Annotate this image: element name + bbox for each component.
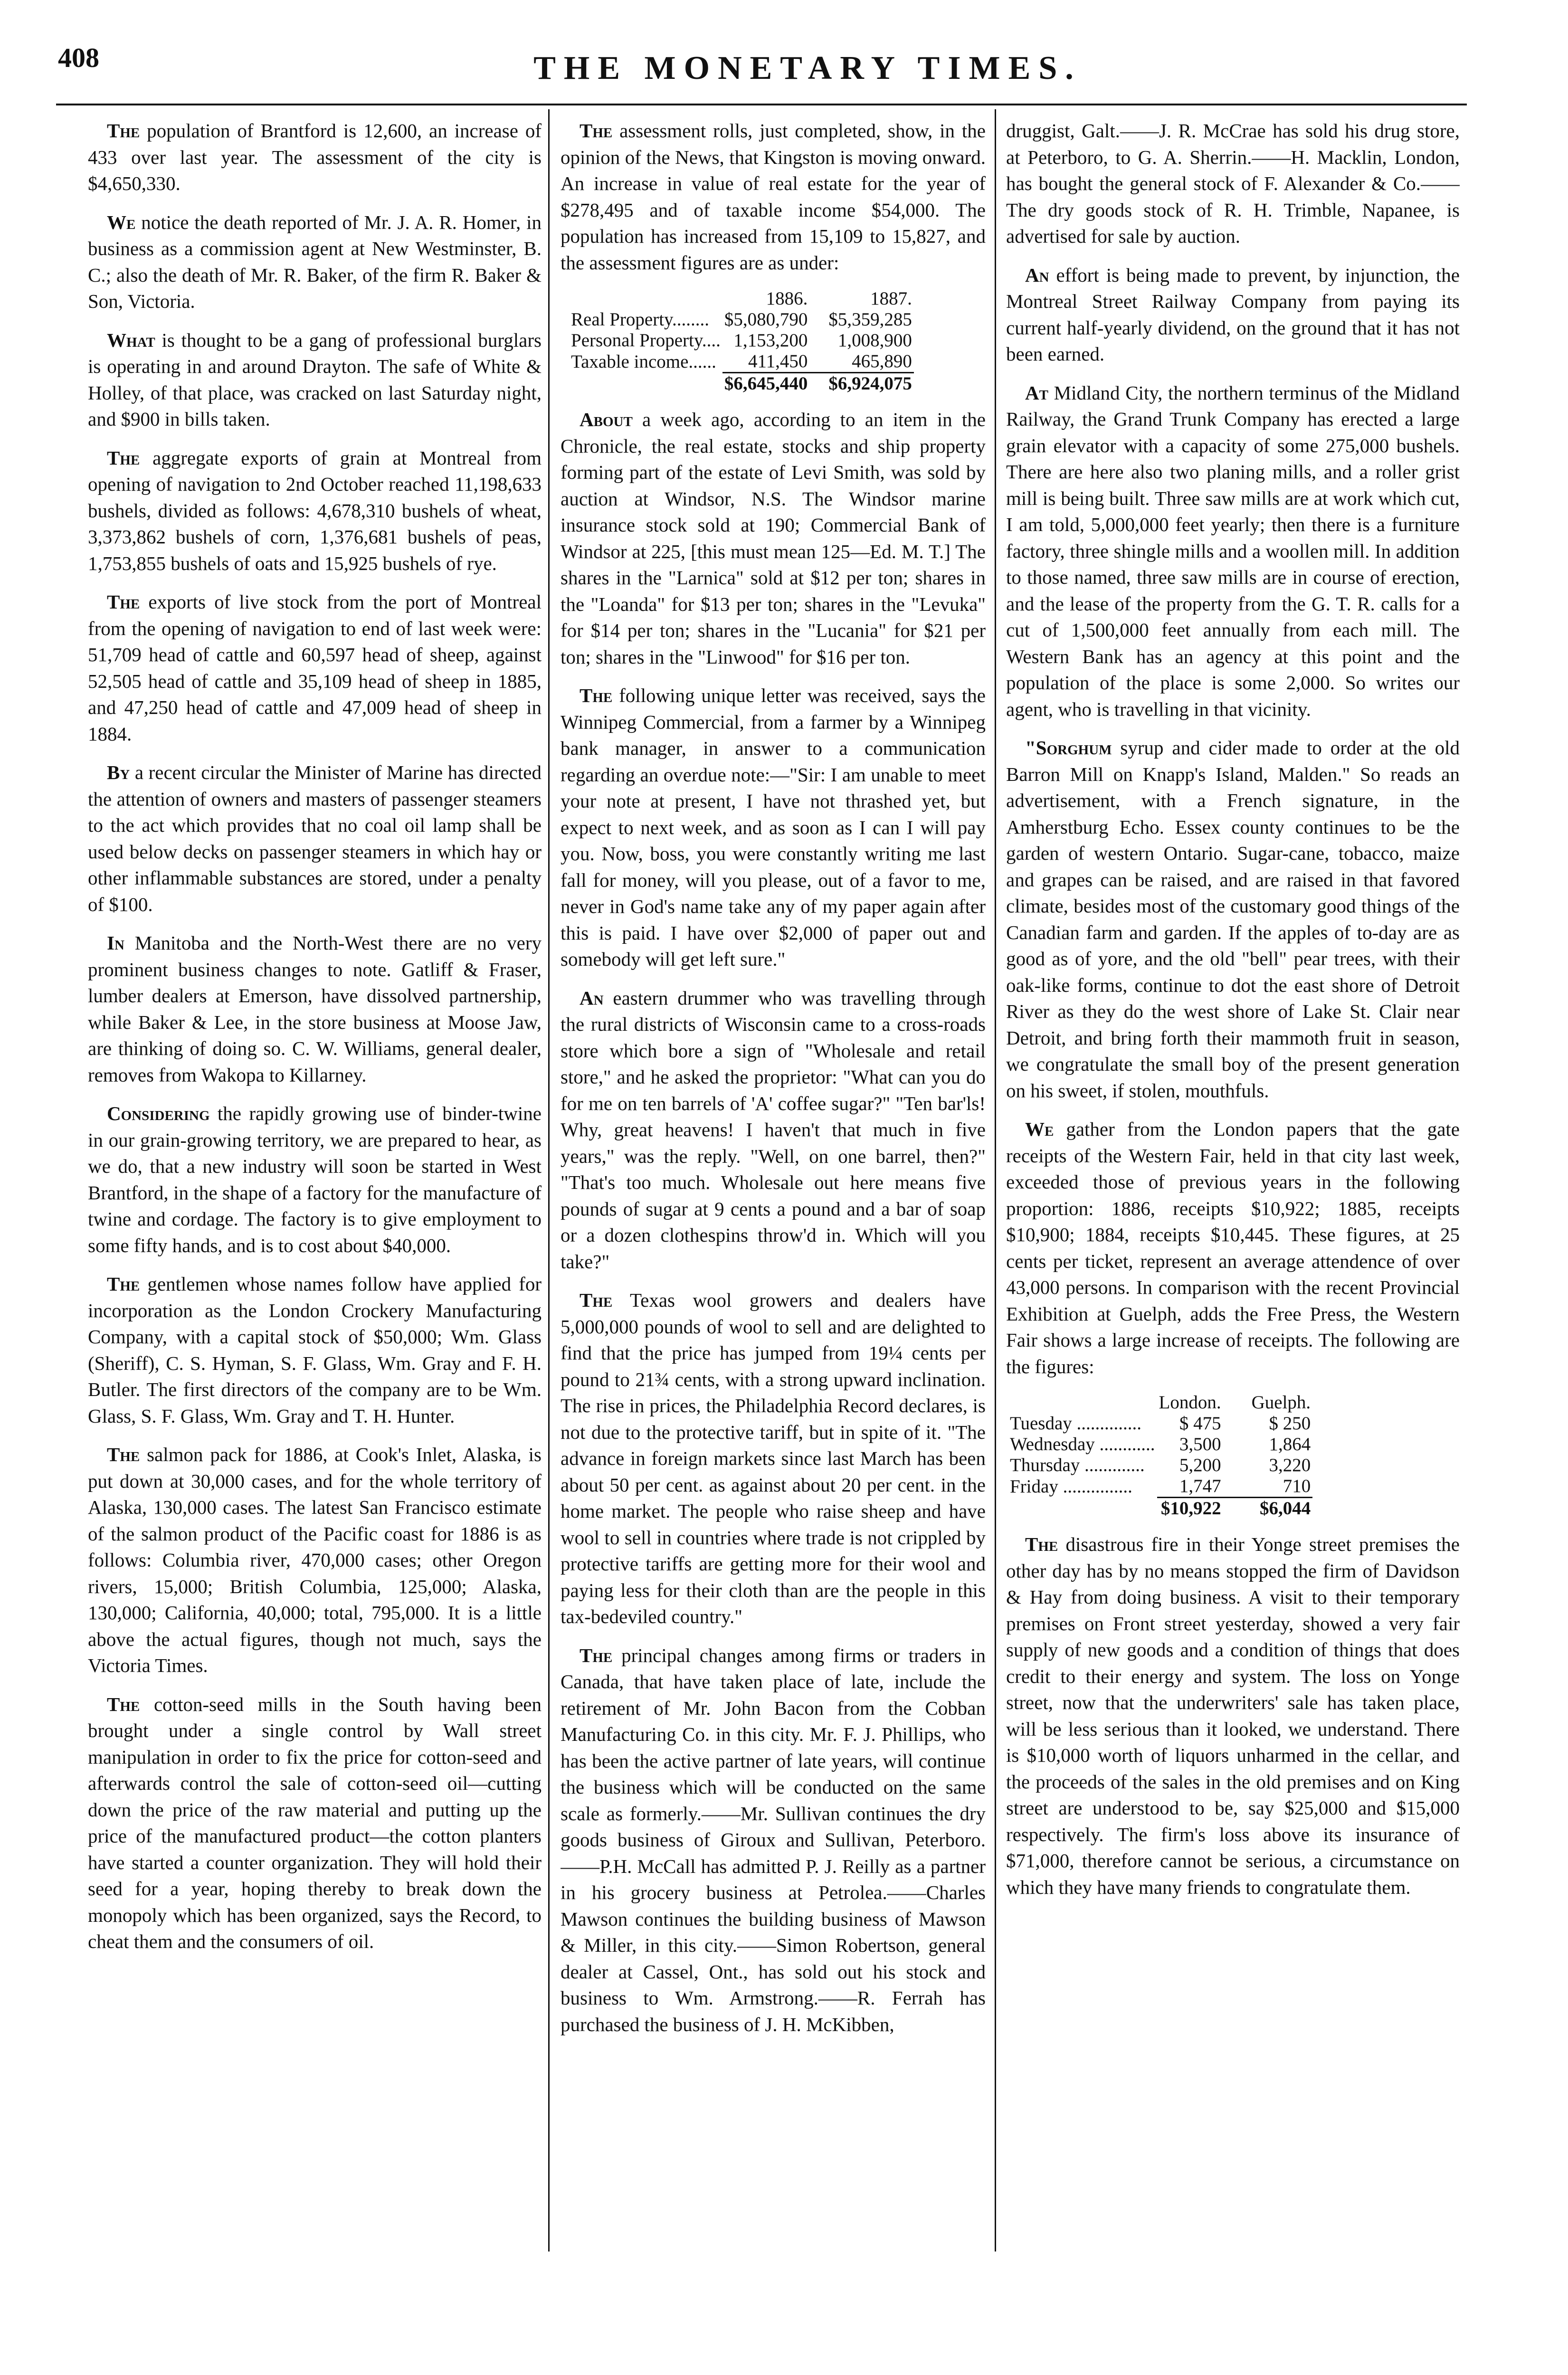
article: The exports of live stock from the port of Montreal from the opening of navigation to end of last week were: 51,709 head of cattle and 60,597 head of sheep, against 52,505 head of cattle and 35,109 head of sheep in 1885, and 47,250 head of cattle and 47,009 head of sheep in 1884. bbox=[88, 591, 542, 745]
article: The principal changes among firms or traders in Canada, that have taken place of late, include the retirement of Mr. John Bacon from the Cobban Manufacturing Co. in this city. Mr. F. J. Phillips, who has been the active partner of late years, will continue the business which will be conducted on the same scale as formerly.——Mr. Sullivan continues the dry goods business of Giroux and Sullivan, Peterboro.——P.H. McCall has admitted P. J. Reilly as a partner in his grocery business at Petrolea.——Charles Mawson continues the building business of Mawson & Miller, in this city.——Simon Robertson, general dealer at Cassel, Ont., has sold out his stock and business to Wm. Armstrong.——R. Ferrah has purchased the business of J. H. McKibben, bbox=[561, 1644, 986, 2035]
table-row: Thursday ............. 5,200 3,220 bbox=[1010, 1455, 1311, 1475]
table-row: Friday ............... 1,747 710 bbox=[1010, 1476, 1311, 1497]
column-header: London. bbox=[1159, 1392, 1221, 1413]
article: An effort is being made to prevent, by injunction, the Montreal Street Railway Company from paying its current half-yearly dividend, on the ground that it has not been earned. bbox=[1006, 264, 1460, 365]
column-divider bbox=[548, 109, 550, 2252]
column-3 bbox=[1006, 118, 1460, 2284]
article: The following unique letter was received, says the Winnipeg Commercial, from a farmer by a Winnipeg bank manager, in answer to a communication regarding an overdue note:—"Sir: I am unable to meet your note at present, I have not thrashed yet, but expect to next week, and as soon as I can I will pay you. Now, boss, you were constantly writing me last fall for money, will you please, out of a favor to me, never in God's name take any of my paper again after this is paid. I have over $2,000 of paper out and somebody will get left sure." bbox=[561, 684, 986, 970]
article: The population of Brantford is 12,600, an increase of 433 over last year. The assessment of the city is $4,650,330. bbox=[88, 120, 542, 194]
column-header: Guelph. bbox=[1251, 1392, 1311, 1413]
western-fair-table bbox=[1008, 1392, 1312, 1519]
article: The gentlemen whose names follow have applied for incorporation as the London Crockery Manufacturing Company, with a capital stock of $50,000; Wm. Glass (Sheriff), C. S. Hyman, S. F. Glass, Wm. Gray and F. H. Butler. The first directors of the company are to be Wm. Glass, S. F. Glass, Wm. Gray and T. H. Hunter. bbox=[88, 1273, 542, 1427]
page-number: 408 bbox=[58, 42, 99, 73]
column-2 bbox=[561, 118, 986, 2284]
article: About a week ago, according to an item in the Chronicle, the real estate, stocks and ship property forming part of the estate of Levi Smith, was sold by auction at Windsor, N.S. The Windsor marine insurance stock sold at 190; Commercial Bank of Windsor at 225, [this must mean 125—Ed. M. T.] The shares in the "Larnica" sold at $12 per ton; shares in the "Loanda" for $13 per ton; shares in the "Levuka" for $14 per ton; shares in the "Lucania" for $21 per ton; shares in the "Linwood" for $16 per ton. bbox=[561, 408, 986, 668]
table-total-row: $10,922 $6,044 bbox=[1008, 1498, 1312, 1520]
table-total-row: $6,645,440 $6,924,075 bbox=[569, 373, 914, 395]
article: We notice the death reported of Mr. J. A. R. Homer, in business as a commission agent at New Westminster, B. C.; also the death of Mr. R. Baker, of the firm R. Baker & Son, Victoria. bbox=[88, 211, 542, 312]
header-rule bbox=[56, 104, 1467, 105]
masthead-title: THE MONETARY TIMES. bbox=[533, 50, 1082, 86]
article: At Midland City, the northern terminus of the Midland Railway, the Grand Trunk Company has erected a large grain elevator with a capacity of some 275,000 bushels. There are here also two planing mills, and a roller grist mill is being built. Three saw mills are at work which cut, I am told, 5,000,000 feet yearly; then there is a furniture factory, three shingle mills and a woollen mill. In addition to those named, three saw mills are in course of erection, and the lease of the property from the G. T. R. calls for a cut of 1,500,000 feet annually from each mill. The Western Bank has an agency at this point and the population of the place is some 2,000. So writes our agent, who is travelling in that vicinity. bbox=[1006, 381, 1460, 720]
article: The assessment rolls, just completed, show, in the opinion of the News, that Kingston is moving onward. An increase in value of real estate for the year of $278,495 and of taxable income $54,000. The population has increased from 15,109 to 15,827, and the assessment figures are as under: bbox=[561, 120, 986, 274]
article: The aggregate exports of grain at Montreal from opening of navigation to 2nd October reached 11,198,633 bushels, divided as follows: 4,678,310 bushels of wheat, 3,373,862 bushels of corn, 1,376,681 bushels of peas, 1,753,855 bushels of oats and 15,925 bushels of rye. bbox=[88, 446, 542, 574]
table-row: Real Property........ $5,080,790 $5,359,285 bbox=[571, 309, 912, 330]
article: The salmon pack for 1886, at Cook's Inlet, Alaska, is put down at 30,000 cases, and for the whole territory of Alaska, 130,000 cases. The latest San Francisco estimate of the salmon product of the Pacific coast for 1886 is as follows: Columbia river, 470,000 cases; other Oregon rivers, 15,000; British Columbia, 125,000; Alaska, 130,000; California, 40,000; total, 795,000. It is a little above the actual figures, though not much, says the Victoria Times. bbox=[88, 1444, 542, 1676]
article: Considering the rapidly growing use of binder-twine in our grain-growing territory, we are prepared to hear, as we do, that a new industry will soon be started in West Brantford, in the shape of a factory for the manufacture of twine and cordage. The factory is to give employment to some fifty hands, and is to cost about $40,000. bbox=[88, 1102, 542, 1256]
page-header bbox=[0, 0, 1568, 109]
article: In Manitoba and the North-West there are no very prominent business changes to note. Gatliff & Fraser, lumber dealers at Emerson, have dissolved partnership, while Baker & Lee, in the store business at Moose Jaw, are thinking of doing so. C. W. Williams, general dealer, removes from Wakopa to Killarney. bbox=[88, 932, 542, 1086]
table-row: Taxable income...... 411,450 465,890 bbox=[571, 351, 912, 372]
table-row: Tuesday .............. $ 475 $ 250 bbox=[1010, 1413, 1311, 1434]
column-divider bbox=[995, 109, 996, 2252]
article: The Texas wool growers and dealers have 5,000,000 pounds of wool to sell and are delighted to find that the price has jumped from 19¼ cents per pound to 21¾ cents, with a strong upward inclination. The rise in prices, the Philadelphia Record declares, is not due to the protective tariff, but in spite of it. "The advance in foreign markets since last March has been about 50 per cent. as against about 20 per cent. in the home market. The people who raise sheep and have wool to sell in countries where trade is not crippled by protective tariffs are getting more for their wool and paying less for their cloth than are the people in this tax-bedeviled country." bbox=[561, 1289, 986, 1627]
article-continuation: druggist, Galt.——J. R. McCrae has sold his drug store, at Peterboro, to G. A. Sherrin.——H. Macklin, London, has bought the general stock of F. Alexander & Co.——The dry goods stock of R. H. Trimble, Napanee, is advertised for sale by auction. bbox=[1006, 120, 1460, 247]
column-header: 1886. bbox=[766, 288, 808, 309]
article: By a recent circular the Minister of Marine has directed the attention of owners and masters of passenger steamers to the act which provides that no coal oil lamp shall be used below decks on passenger steamers in which hay or other inflammable substances are stored, under a penalty of $100. bbox=[88, 761, 542, 915]
article: "Sorghum syrup and cider made to order at the old Barron Mill on Knapp's Island, Malden." So reads an advertisement, with a French signature, in the Amherstburg Echo. Essex county continues to be the garden of western Ontario. Sugar-cane, tobacco, maize and grapes can be raised, and are raised in that favored climate, besides most of the customary good things of the Canadian farm and garden. If the apples of to-day are as good as of yore, and the old "bell" pear trees, with their oak-like forms, continue to dot the east shore of Detroit River as they do the west shore of Lake St. Clair near Detroit, and bring forth their mammoth fruit in season, we congratulate the small boy of the present generation on his sweet, if stolen, mouthfuls. bbox=[1006, 737, 1460, 1102]
article: An eastern drummer who was travelling through the rural districts of Wisconsin came to a cross-roads store which bore a sign of "Wholesale and retail store," and he asked the proprietor: "What can you do for me on ten barrels of 'A' coffee sugar?" "Ten bar'ls! Why, great heavens! I haven't that much in five years," was the reply. "Well, on one barrel, then?" "That's too much. Wholesale out here means five pounds of sugar at 9 cents a pound and a bar of soap or a dozen clothespins throw'd in. Which will you take?" bbox=[561, 987, 986, 1273]
table-row: Wednesday ............ 3,500 1,864 bbox=[1010, 1434, 1311, 1454]
column-header: 1887. bbox=[870, 288, 912, 309]
kingston-assessment-table bbox=[569, 288, 914, 394]
article: We gather from the London papers that the gate receipts of the Western Fair, held in that city last week, exceeded those of previous years in the following proportion: 1886, receipts $10,922; 1885, receipts $10,900; 1884, receipts $10,445. These figures, at 25 cents per ticket, represent an average attendence of over 43,000 persons. In comparison with the recent Provincial Exhibition at Guelph, adds the Free Press, the Western Fair shows a large increase of receipts. The following are the figures: bbox=[1006, 1118, 1460, 1378]
table-row: Personal Property.... 1,153,200 1,008,900 bbox=[571, 330, 912, 351]
article: What is thought to be a gang of professional burglars is operating in and around Drayton. The safe of White & Holley, of that place, was cracked on last Saturday night, and $900 in bills taken. bbox=[88, 329, 542, 430]
column-1 bbox=[88, 118, 542, 2284]
article: The cotton-seed mills in the South having been brought under a single control by Wall street manipulation in order to fix the price for cotton-seed and afterwards control the sale of cotton-seed oil—cutting down the price of the raw material and putting up the price of the manufactured product—the cotton planters have started a counter organization. They will hold their seed for a year, hoping thereby to break down the monopoly which has been organized, says the Record, to cheat them and the consumers of oil. bbox=[88, 1693, 542, 1952]
article: The disastrous fire in their Yonge street premises the other day has by no means stopped the firm of Davidson & Hay from doing business. A visit to their temporary premises on Front street yesterday, showed a very fair supply of new goods and a condition of things that does credit to their energy and system. The loss on Yonge street, now that the underwriters' sale has taken place, will be less serious than it looked, we understand. There is $10,000 worth of liquors unharmed in the cellar, and the proceeds of the sales in the old premises and on King street are understood to be, say $25,000 and $15,000 respectively. The firm's loss above its insurance of $71,000, therefore cannot be serious, a circumstance on which they have many friends to congratulate them. bbox=[1006, 1533, 1460, 1898]
